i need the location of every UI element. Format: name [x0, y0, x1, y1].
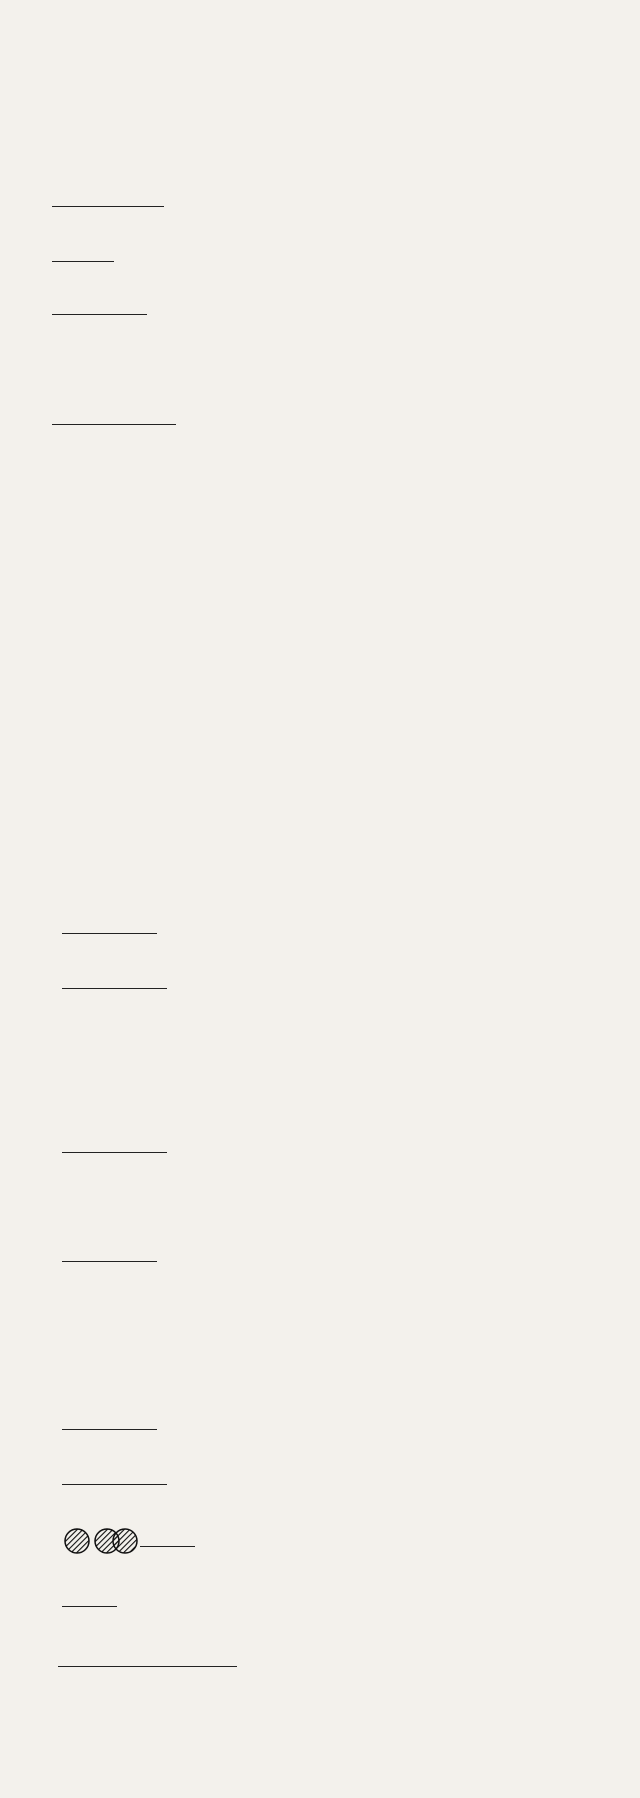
- period3-atom-diagrams: [0, 615, 640, 850]
- answer-blank-shell-count[interactable]: [62, 1126, 167, 1153]
- q15-part2: [62, 1458, 167, 1493]
- q13-part1: [52, 180, 164, 215]
- q14-part3-cont: [62, 1126, 167, 1161]
- answer-blank-formula[interactable]: [52, 398, 114, 425]
- q15-part3-cont: [62, 1580, 117, 1615]
- answer-blank-composition[interactable]: [114, 398, 176, 425]
- answer-blank-nacl-particle[interactable]: [153, 1640, 237, 1667]
- answer-blank-trend[interactable]: [62, 1235, 157, 1262]
- q13-part2-line3: [52, 398, 176, 433]
- answer-blank-n2[interactable]: [62, 1580, 117, 1607]
- answer-blank-fe-name[interactable]: [62, 1403, 157, 1430]
- answer-blank-x[interactable]: [52, 180, 124, 207]
- answer-blank-y[interactable]: [52, 235, 114, 262]
- answer-blank-c-type[interactable]: [52, 288, 147, 315]
- answer-blank-mg-particle[interactable]: [58, 1640, 153, 1667]
- q13-part1-cont: [52, 235, 114, 270]
- answer-blank-ion-type[interactable]: [62, 907, 157, 934]
- answer-blank-electron-number[interactable]: [62, 962, 167, 989]
- q15-part4: [58, 1640, 237, 1675]
- answer-blank-y-start[interactable]: [124, 180, 164, 207]
- q14-part2: [62, 962, 167, 997]
- answer-blank-ion-symbol[interactable]: [62, 1458, 167, 1485]
- nitrogen-molecule-icon: [92, 1527, 140, 1555]
- q15-part3: [62, 1520, 195, 1555]
- q14-part1-cont: [62, 907, 157, 942]
- q14-part4-cont: [62, 1235, 157, 1270]
- q13-part2: [52, 288, 147, 323]
- q15-part1: [62, 1400, 157, 1438]
- particle-diagrams-abc: [0, 55, 640, 175]
- answer-blank-n2-start[interactable]: [140, 1520, 195, 1547]
- nitrogen-atom-icon: [62, 1527, 92, 1555]
